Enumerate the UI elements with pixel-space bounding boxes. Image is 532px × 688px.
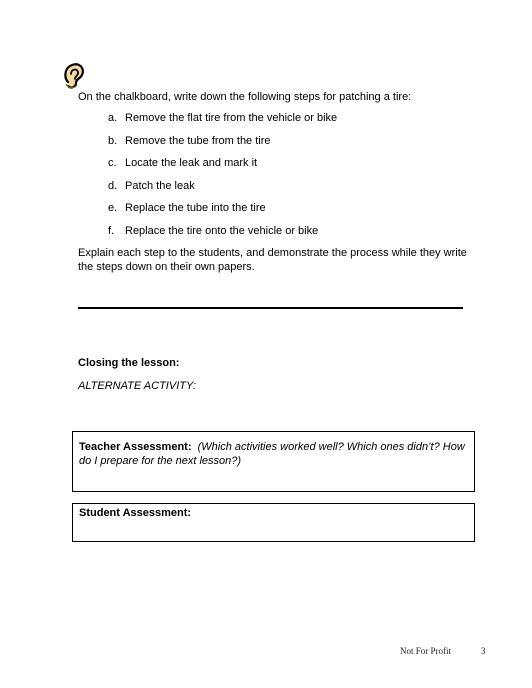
list-item bbox=[108, 111, 337, 134]
page-number: 3 bbox=[481, 646, 486, 656]
alternate-activity: ALTERNATE ACTIVITY: bbox=[78, 380, 196, 392]
list-item bbox=[108, 201, 337, 224]
step-letter: c. bbox=[108, 157, 117, 169]
teacher-assessment-label: Teacher Assessment: bbox=[79, 441, 192, 453]
step-letter: e. bbox=[108, 202, 118, 214]
horizontal-rule bbox=[78, 307, 463, 309]
teacher-assessment-prompt: (Which activities worked well? Which ones didn’t? How do I prepare for the next lesson?) bbox=[79, 441, 465, 467]
step-text: Replace the tire onto the vehicle or bike bbox=[125, 224, 319, 237]
step-text: Replace the tube into the tire bbox=[125, 202, 266, 214]
ear-icon bbox=[60, 60, 86, 90]
closing-heading: Closing the lesson: bbox=[78, 357, 180, 369]
list-item bbox=[108, 156, 337, 179]
footer-text: Not For Profit bbox=[400, 646, 452, 656]
step-text: Locate the leak and mark it bbox=[125, 157, 258, 169]
step-text: Remove the tube from the tire bbox=[125, 134, 271, 147]
student-assessment-label: Student Assessment: bbox=[79, 507, 192, 519]
instruction-text: On the chalkboard, write down the following steps for patching a tire: bbox=[78, 91, 412, 103]
steps-list bbox=[108, 111, 337, 246]
page-footer bbox=[400, 646, 510, 656]
teacher-assessment-box[interactable] bbox=[72, 431, 475, 492]
list-item bbox=[108, 179, 337, 202]
student-assessment-box[interactable] bbox=[72, 503, 475, 542]
step-letter: f. bbox=[108, 224, 115, 237]
step-letter: b. bbox=[108, 134, 118, 147]
explanation-text: Explain each step to the students, and demonstrate the process while they write the steps down on their own papers. bbox=[78, 247, 467, 273]
list-item bbox=[108, 134, 337, 157]
step-letter: a. bbox=[108, 112, 118, 124]
step-letter: d. bbox=[108, 179, 118, 192]
list-item bbox=[108, 224, 337, 247]
step-text: Patch the leak bbox=[125, 179, 195, 192]
step-text: Remove the flat tire from the vehicle or bike bbox=[125, 112, 338, 124]
